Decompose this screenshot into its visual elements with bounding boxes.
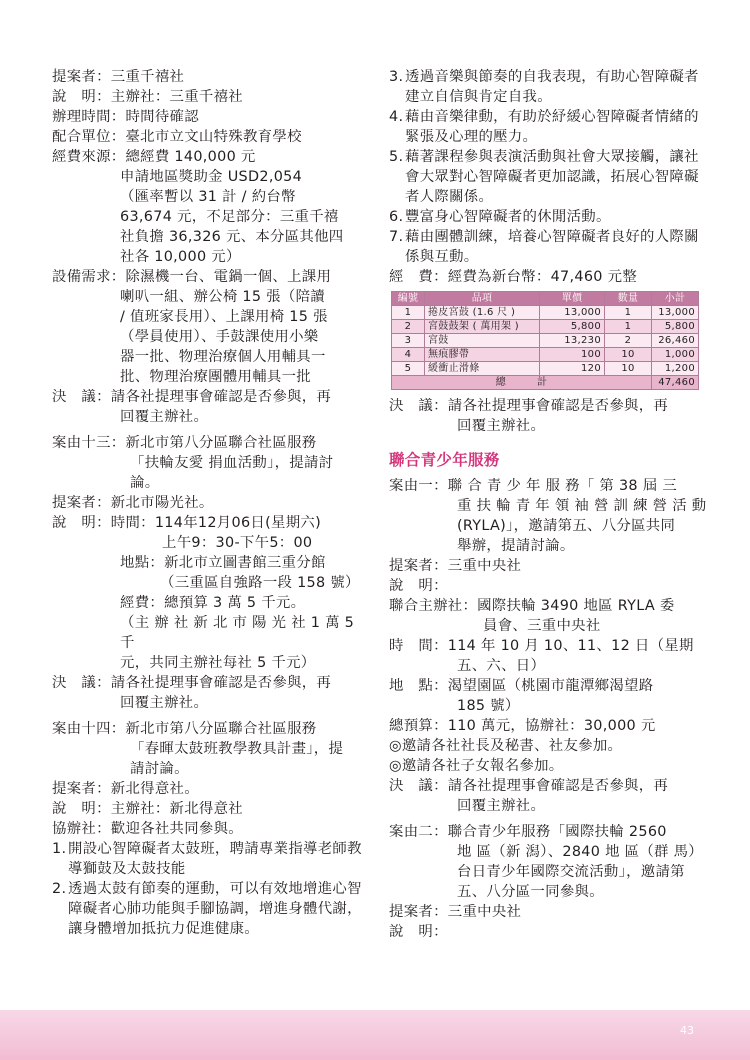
host-line: 員會、三重中央社 [483,618,601,634]
host-row: 聯合主辦社： 國際扶輪 3490 地區 RYLA 委 [389,598,675,614]
resolution-line: 回覆主辦社。 [120,409,209,425]
resolution-row: 決 議： 請各社提理事會確認是否參與，再 [389,778,669,794]
fund-line: （匯率暫以 31 計 / 約台幣 [120,189,296,205]
fund-line: 社負擔 36,326 元、本分區其他四 [120,229,344,245]
resolution-row: 決 議： 請各社提理事會確認是否參與，再 [52,675,332,691]
equipment-line: / 值班家長用）、上課用椅 15 張 [120,309,328,325]
list-item: 4. 藉由音樂律動，有助於紓緩心智障礙者情緒的緊張及心理的壓力。 [389,109,699,145]
table-row: 3 宮鼓 13,230 2 26,460 [392,334,699,348]
proposer-row: 提案者： 三重中央社 [389,558,522,574]
section-title: 聯合青少年服務 [389,451,500,469]
right-column [389,67,707,942]
time-row: 辦理時間： 時間待確認 [52,109,199,125]
equipment-line: 器一批、物理治療個人用輔具一 [120,349,326,365]
description-row: 說 明： [389,578,448,594]
place-row: 地 點： 渴望園區（桃園市龍潭鄉渴望路 [389,678,654,694]
column-header: 品項 [425,292,540,306]
budget-row: 經 費： 經費為新台幣：47,460 元整 [389,269,638,285]
cost-line: 元，共同主辦社每社 5 千元） [120,655,316,671]
description-row: 說 明： [389,924,448,940]
description-row: 說 明： 主辦社：三重千禧社 [52,89,243,105]
resolution-line: 回覆主辦社。 [120,695,209,711]
proposer-row: 提案者： 新北市陽光社。 [52,495,214,511]
column-header: 小計 [652,292,699,306]
case-2-line: 地 區（新 潟）、2840 地 區（群 馬） [457,844,703,860]
co-organizer-row: 協辦社： 歡迎各社共同參與。 [52,821,243,837]
case-1-line: 舉辦，提請討論。 [457,538,575,554]
fund-line: 社各 10,000 元） [120,249,241,265]
time-line: 上午9：30-下午5：00 [162,535,313,551]
resolution-row: 決 議： 請各社提理事會確認是否參與，再 [389,398,669,414]
case-14-line: 「春暉太鼓班教學教具計畫」，提 [130,741,344,757]
table-row: 4 無痕膠帶 100 10 1,000 [392,348,699,362]
place-line: 185 號） [457,698,520,714]
table-row: 1 捲皮宮鼓 (1.6 尺 ) 13,000 1 13,000 [392,306,699,320]
list-item: 6. 豐富身心智障礙者的休閒活動。 [389,209,611,225]
equipment-line: （學員使用）、手鼓課使用小樂 [120,329,319,345]
coop-row: 配合單位： 臺北市立文山特殊教育學校 [52,129,302,145]
column-header: 數量 [605,292,652,306]
list-item: 5. 藉著課程參與表演活動與社會大眾接觸，讓社會大眾對心智障礙者更加認識，拓展心智障礙者人際關係。 [389,149,699,205]
cost-line: 經費：總預算 3 萬 5 千元。 [120,595,306,611]
list-item: 1. 開設心智障礙者太鼓班，聘請專業指導老師教導獅鼓及太鼓技能 [52,841,362,877]
table-total-row: 總 計 47,460 [392,376,699,390]
case-2-line: 台日青少年國際交流活動」，邀請第 [457,864,685,880]
total-budget-line: 總預算：110 萬元，協辦社：30,000 元 [389,718,656,734]
table-header-row [392,292,699,306]
case-2-line: 五、八分區一同參與。 [457,884,604,900]
proposer-row: 提案者： 三重千禧社 [52,69,185,85]
case-1-line: 重 扶 輪 青 年 領 袖 營 訓 練 營 活 動 [457,498,707,514]
note-line: ◎邀請各社社長及秘書、社友參加。 [389,738,623,754]
proposer-row: 提案者： 三重中央社 [389,904,522,920]
equipment-row: 設備需求： 除濕機一台、電鍋一個、上課用 [52,269,332,285]
table-row: 5 緩衝止滑條 120 10 1,200 [392,362,699,376]
case-14-line: 請討論。 [130,761,189,777]
list-item: 2. 透過太鼓有節奏的運動，可以有效地增進心智障礙者心肺功能與手腳協調，增進身體代謝，讓身體增加抵抗力促進健康。 [52,881,362,937]
place-line: 地點：新北市立圖書館三重分館 [120,555,326,571]
fund-line: 申請地區獎助金 USD2,054 [120,169,303,185]
resolution-row: 決 議： 請各社提理事會確認是否參與，再 [52,389,332,405]
time-line: 五、六、日） [457,658,546,674]
page-number: 43 [680,1024,694,1037]
proposer-row: 提案者： 新北得意社。 [52,781,199,797]
case-13-heading: 案由十三： 新北市第八分區聯合社區服務 [52,435,317,451]
footer-bar [0,1010,750,1060]
equipment-line: 批、物理治療團體用輔具一批 [120,369,311,385]
resolution-line: 回覆主辦社。 [457,798,546,814]
case-14-heading: 案由十四： 新北市第八分區聯合社區服務 [52,721,317,737]
column-header: 單價 [540,292,605,306]
time-row: 時 間： 114 年 10 月 10、11、12 日（星期 [389,638,694,654]
case-13-line: 論。 [130,475,160,491]
list-item: 7. 藉由團體訓練，培養心智障礙者良好的人際關係與互動。 [389,229,699,265]
case-1-heading: 案由一： 聯 合 青 少 年 服 務「 第 38 屆 三 [389,478,678,494]
table-row: 2 宮鼓鼓架 ( 萬用架 ) 5,800 1 5,800 [392,320,699,334]
budget-table [391,291,699,390]
case-2-heading: 案由二： 聯合青少年服務「國際扶輪 2560 [389,824,667,840]
description-row: 說 明： 主辦社：新北得意社 [52,801,243,817]
fund-row: 經費來源： 總經費 140,000 元 [52,149,256,165]
cost-line: （主 辦 社 新 北 市 陽 光 社 1 萬 5 千 [120,615,355,651]
resolution-line: 回覆主辦社。 [457,418,546,434]
equipment-line: 喇叭一組、辦公椅 15 張（陪讀 [120,289,325,305]
column-header: 編號 [392,292,425,306]
case-13-line: 「扶輪友愛 捐血活動」，提請討 [130,455,334,471]
description-row: 說 明： 時間：114年12月06日(星期六) [52,515,322,531]
case-1-line: (RYLA)」，邀請第五、八分區共同 [457,518,676,534]
place-line: （三重區自強路一段 158 號） [160,575,360,591]
note-line: ◎邀請各社子女報名參加。 [389,758,564,774]
left-column [52,67,372,939]
fund-line: 63,674 元，不足部分：三重千禧 [120,209,339,225]
list-item: 3. 透過音樂與節奏的自我表現，有助心智障礙者建立自信與肯定自我。 [389,69,699,105]
